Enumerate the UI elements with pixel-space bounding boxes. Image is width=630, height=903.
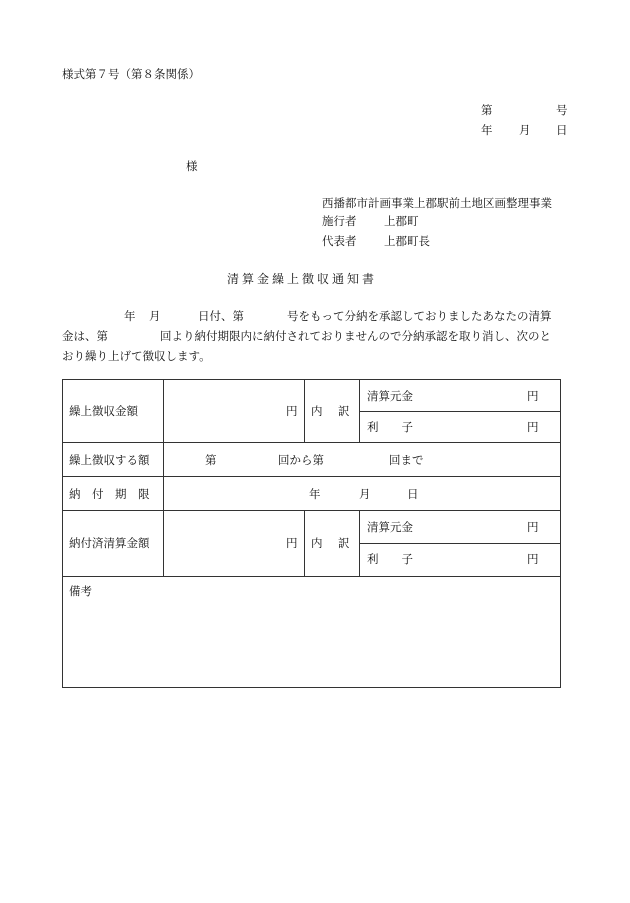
row4-interest-yen: 円 (527, 552, 539, 566)
collection-table (62, 379, 561, 688)
row1-interest-label: 利 子 (367, 420, 413, 434)
body-year: 年 (124, 309, 136, 323)
row1-label: 繰上徴収金額 (69, 404, 138, 418)
row3-month: 月 (359, 487, 371, 501)
row2-label: 繰上徴収する額 (69, 453, 150, 467)
body-line2-start: 金は、第 (62, 329, 108, 343)
date-day: 日 (556, 123, 568, 137)
row4-principal-label: 清算元金 (367, 520, 413, 534)
representative-name: 上郡町長 (384, 234, 430, 248)
body-line1-rest: 号をもって分納を承認しておりましたあなたの清算 (287, 309, 552, 323)
notice-body (62, 306, 570, 366)
date-year: 年 (481, 123, 493, 137)
representative-label: 代表者 (322, 234, 357, 248)
row1-interest-yen: 円 (527, 420, 539, 434)
row4-yen: 円 (286, 536, 298, 550)
row4-interest-label: 利 子 (367, 552, 413, 566)
body-month: 月 (149, 309, 161, 323)
body-line2-rest: 回より納付期限内に納付されておりませんので分納承認を取り消し、次のと (160, 329, 551, 343)
row2-from: 第 (205, 453, 217, 467)
body-day-ref: 日付、第 (198, 309, 244, 323)
form-reference: 様式第７号（第８条関係） (62, 67, 200, 81)
row3-day: 日 (407, 487, 419, 501)
issuer-project: 西播都市計画事業上郡駅前土地区画整理事業 (322, 196, 552, 210)
executor-name: 上郡町 (384, 214, 419, 228)
row1-yen: 円 (286, 404, 298, 418)
date-month: 月 (519, 123, 531, 137)
row1-principal-yen: 円 (527, 389, 539, 403)
body-line3: おり繰り上げて徴収します。 (62, 349, 211, 363)
row2-mid: 回から第 (278, 453, 324, 467)
doc-number-suffix: 号 (556, 103, 568, 117)
row2-to: 回まで (389, 453, 424, 467)
executor-label: 施行者 (322, 214, 357, 228)
row3-label: 納 付 期 限 (69, 487, 150, 501)
row4-principal-yen: 円 (527, 520, 539, 534)
addressee-suffix: 様 (186, 159, 198, 173)
remarks-label: 備考 (69, 584, 92, 598)
row4-breakdown-label: 内 訳 (311, 536, 352, 550)
row1-breakdown-label: 内 訳 (311, 404, 352, 418)
document-title: 清算金繰上徴収通知書 (227, 272, 378, 286)
row4-label: 納付済清算金額 (69, 536, 150, 550)
row1-principal-label: 清算元金 (367, 389, 413, 403)
doc-number-prefix: 第 (481, 103, 493, 117)
row3-year: 年 (309, 487, 321, 501)
